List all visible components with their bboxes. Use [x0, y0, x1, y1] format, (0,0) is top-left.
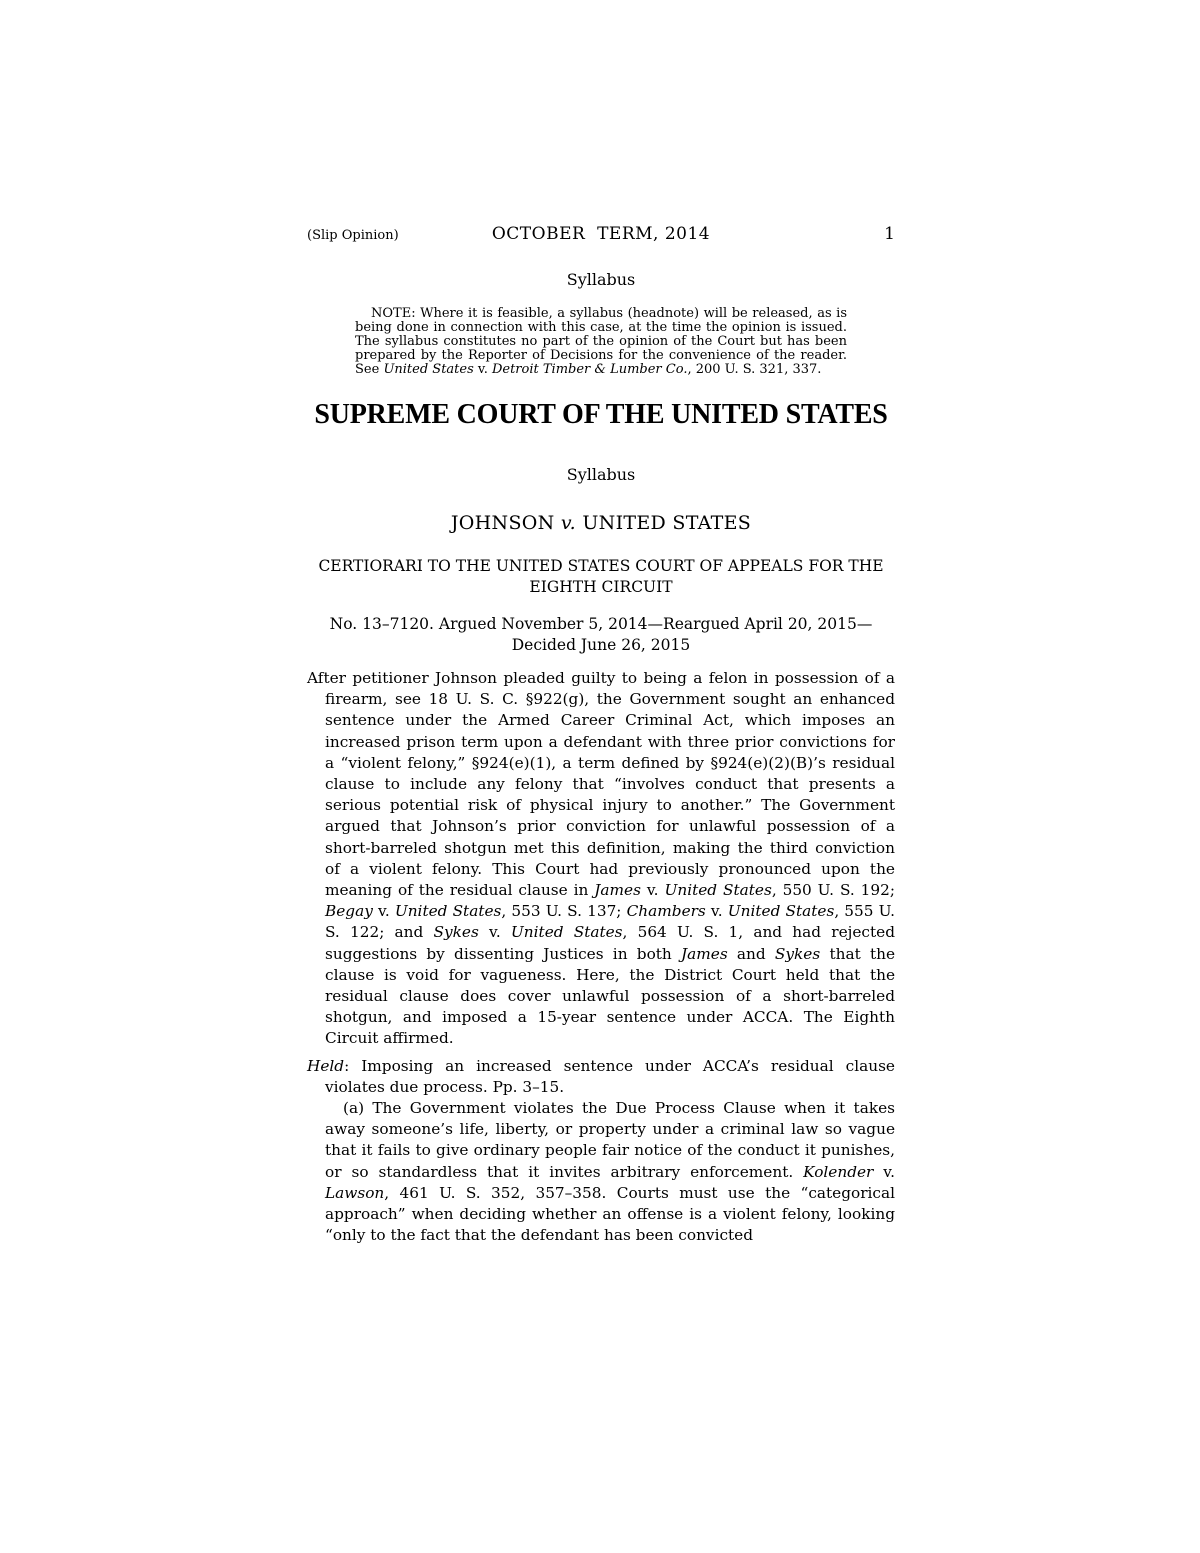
bg-text-1: After petitioner Johnson pleaded guilty to being a felon in possession of a firearm, see 18 U. S. C. §922(g), the Government sought an enhanced sentence under the Armed Career Criminal Act, which imposes an increased prison term upon a defendant with three prior convictions for a “violent felony,” §924(e)(1), a term defined by §924(e)(2)(B)’s residual clause to include any felony that “involves conduct that presents a serious potential risk of physical injury to another.” The Government argued that Johnson’s prior conviction for unlawful possession of a short-barreled shotgun met this definition, making the third conviction of a violent felony. This Court had previously pronounced upon the meaning of the residual clause in — [307, 669, 895, 900]
certiorari-line: CERTIORARI TO THE UNITED STATES COURT OF APPEALS FOR THE EIGHTH CIRCUIT — [318, 557, 884, 596]
held-text: : Imposing an increased sentence under ACCA’s residual clause violates due process. Pp. 3–15. — [325, 1056, 895, 1096]
versus: v. — [560, 512, 577, 534]
note-text-1: NOTE: Where it is feasible, a syllabus (headnote) will be released, as is being done in connection with this case, at the time the opinion is issued. The syllabus constitutes no part of the opinion of the Court but has been prepared by the Reporter of Decisions for the convenience of the reader. See — [355, 306, 847, 377]
background-paragraph — [307, 668, 895, 1050]
case-kolender: Kolender — [803, 1162, 874, 1181]
slip-opinion-page — [307, 222, 895, 1246]
case-begay: Begay — [325, 902, 373, 921]
case-sykes-2: Sykes — [774, 944, 821, 963]
syllabus-note — [355, 307, 847, 377]
and-word: and — [727, 944, 775, 963]
page-number: 1 — [884, 224, 895, 244]
note-text-2: , 200 U. S. 321, 337. — [687, 362, 822, 377]
v-4: v. — [478, 923, 511, 942]
term-label: OCTOBER TERM, 2014 — [491, 224, 711, 244]
running-header — [307, 222, 895, 252]
v-3: v. — [705, 902, 728, 921]
case-us-1: United States — [664, 881, 772, 900]
case-lawson: Lawson — [325, 1183, 385, 1202]
held-paragraph — [307, 1056, 895, 1098]
court-title: SUPREME COURT OF THE UNITED STATES — [314, 399, 888, 430]
syllabus-label-top: Syllabus — [566, 270, 636, 289]
v-2: v. — [372, 902, 395, 921]
case-us-3: United States — [727, 902, 835, 921]
cite-3: , 555 U. S. 122; and — [325, 902, 895, 942]
petitioner: JOHNSON — [450, 512, 561, 534]
note-case-a: United States — [383, 362, 474, 377]
note-case-b: Detroit Timber & Lumber Co. — [491, 362, 688, 377]
cite-2: , 553 U. S. 137; — [501, 902, 627, 921]
bg-text-2: that the clause is void for vagueness. Here, the District Court held that the residual clause does cover unlawful possession of a short-barreled shotgun, and imposed a 15-year sentence under ACCA. The Eighth Circuit affirmed. — [325, 944, 895, 1048]
case-us-4: United States — [510, 923, 623, 942]
case-chambers: Chambers — [626, 902, 706, 921]
point-a-text-1: (a) The Government violates the Due Process Clause when it takes away someone’s life, liberty, or property under a criminal law so vague that it fails to give ordinary people fair notice of the conduct it punishes, or so standardless that it invites arbitrary enforcement. — [325, 1099, 895, 1181]
v-1: v. — [640, 881, 665, 900]
note-v: v. — [473, 362, 492, 377]
case-name — [307, 512, 895, 534]
case-james-2: James — [681, 944, 728, 963]
docket-line: No. 13–7120. Argued November 5, 2014—Reargued April 20, 2015— Decided June 26, 2015 — [329, 615, 873, 654]
respondent: UNITED STATES — [576, 512, 752, 534]
held-label: Held — [307, 1056, 345, 1075]
cite-4: , 564 U. S. 1, and had rejected suggestions by dissenting Justices in both — [325, 923, 895, 963]
slip-opinion-label: (Slip Opinion) — [307, 228, 399, 243]
point-a-text-2: , 461 U. S. 352, 357–358. Courts must use the “categorical approach” when deciding whether an offense is a violent felony, looking “only to the fact that the defendant has been convicted — [325, 1183, 895, 1245]
syllabus-label-mid: Syllabus — [566, 465, 636, 484]
v-5: v. — [873, 1162, 895, 1181]
case-james: James — [594, 881, 641, 900]
point-a-paragraph — [307, 1098, 895, 1246]
case-us-2: United States — [394, 902, 502, 921]
cite-1: , 550 U. S. 192; — [771, 881, 895, 900]
case-sykes: Sykes — [433, 923, 479, 942]
